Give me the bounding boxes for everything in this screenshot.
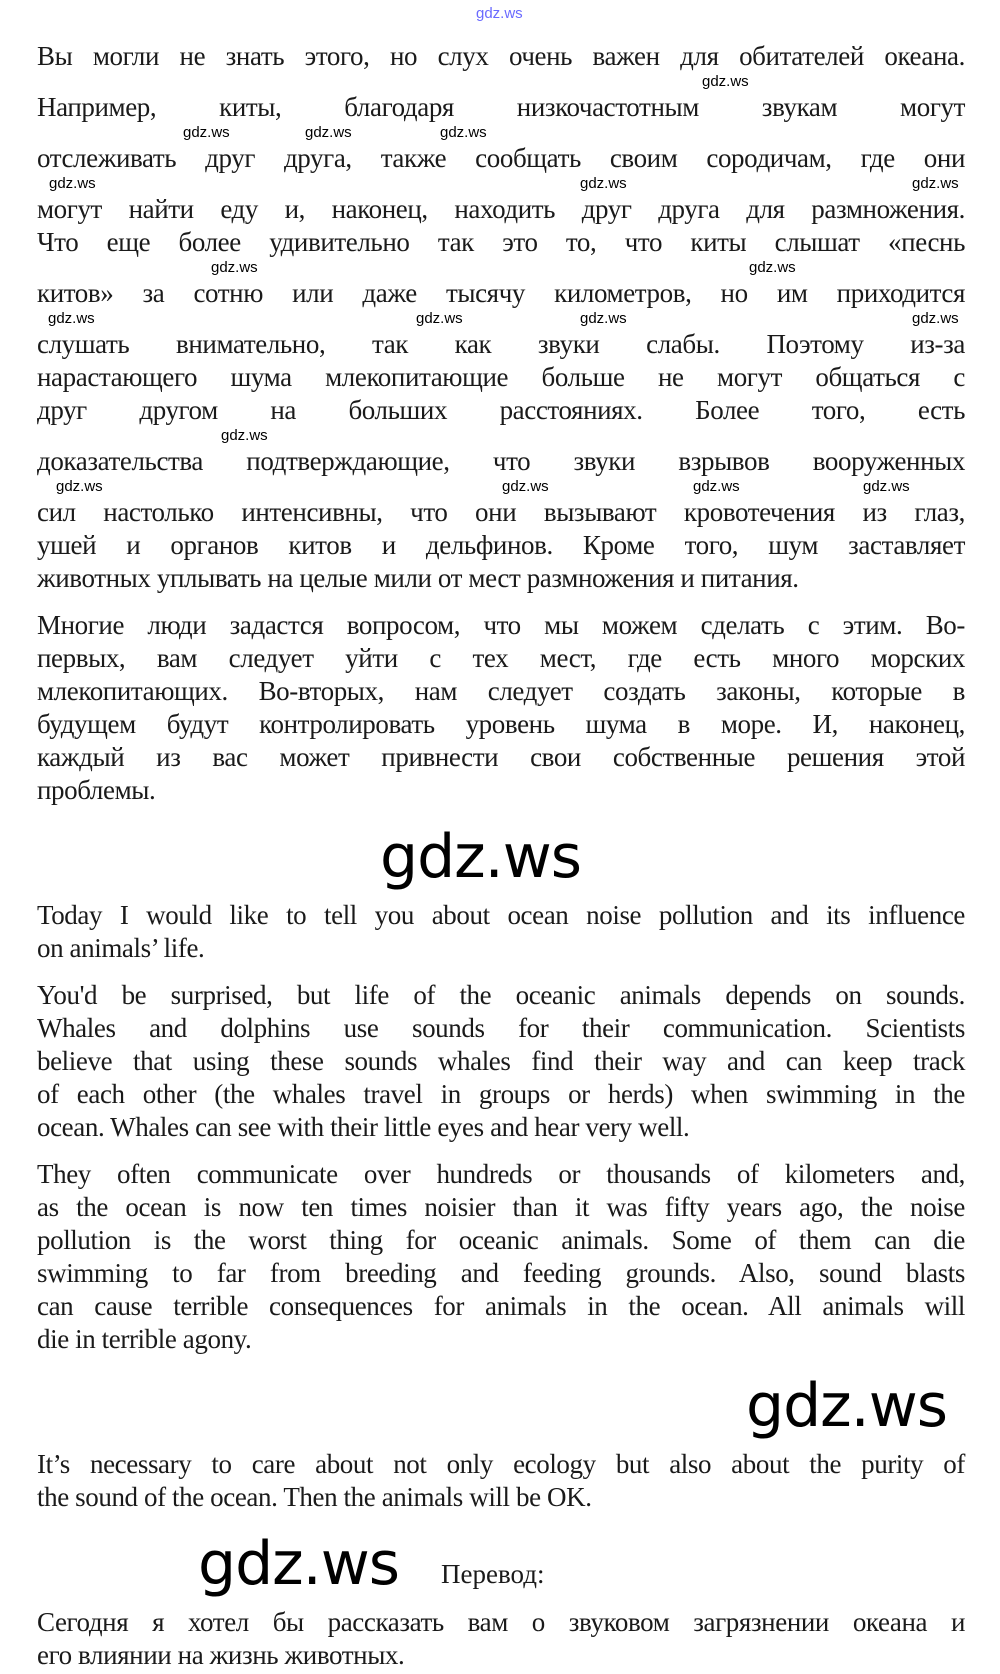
- translation-heading-row: [0, 1528, 1000, 1600]
- watermark-row: [37, 175, 965, 193]
- header-row: [0, 0, 1000, 40]
- text-line: каждый из вас может привнести свои собственные решения этой: [37, 742, 965, 772]
- watermark: gdz.ws: [48, 310, 95, 327]
- text-line: Whales and dolphins use sounds for their communication. Scientists: [37, 1013, 965, 1043]
- russian-paragraph-2: [37, 609, 965, 807]
- text-line: the sound of the ocean. Then the animals will be OK.: [37, 1482, 592, 1512]
- text-line: первых, вам следует уйти с тех мест, где есть много морских: [37, 643, 965, 673]
- watermark: gdz.ws: [580, 175, 627, 192]
- watermark-logo: gdz.ws: [746, 1371, 948, 1441]
- watermark-row: [37, 259, 965, 277]
- text-line: его влиянии на жизнь животных.: [37, 1640, 405, 1670]
- watermark-row: [37, 478, 965, 496]
- text-line: китов» за сотню или даже тысячу километров, но им приходится: [37, 278, 965, 308]
- text-line: друг другом на больших расстояниях. Более того, есть: [37, 395, 965, 425]
- text-line: могут найти еду и, наконец, находить друг друга для размножения.: [37, 194, 965, 224]
- watermark: gdz.ws: [912, 310, 959, 327]
- text-line: Вы могли не знать этого, но слух очень важен для обитателей океана.: [37, 41, 965, 71]
- text-line: as the ocean is now ten times noisier than it was fifty years ago, the noise: [37, 1192, 965, 1222]
- watermark: gdz.ws: [863, 478, 910, 495]
- translation-heading: Перевод:: [441, 1559, 545, 1589]
- text-line: нарастающего шума млекопитающие больше не могут общаться с: [37, 362, 965, 392]
- text-line: животных уплывать на целые мили от мест размножения и питания.: [37, 563, 799, 593]
- watermark-row: [37, 73, 965, 91]
- text-line: Что еще более удивительно так это то, что киты слышат «песнь: [37, 227, 965, 257]
- watermark: gdz.ws: [580, 310, 627, 327]
- translation-paragraph-1: [37, 1606, 965, 1672]
- watermark: gdz.ws: [702, 73, 749, 90]
- text-line: отслеживать друг друга, также сообщать своим сородичам, где они: [37, 143, 965, 173]
- watermark-logo: gdz.ws: [198, 1529, 400, 1599]
- watermark: gdz.ws: [56, 478, 103, 495]
- watermark: gdz.ws: [912, 175, 959, 192]
- watermark: gdz.ws: [440, 124, 487, 141]
- text-line: They often communicate over hundreds or thousands of kilometers and,: [37, 1159, 965, 1189]
- english-paragraph-1: [37, 899, 965, 965]
- watermark-row: [0, 1370, 1000, 1442]
- text-line: будущем будут контролировать уровень шума в море. И, наконец,: [37, 709, 965, 739]
- watermark: gdz.ws: [305, 124, 352, 141]
- text-line: can cause terrible consequences for animals in the ocean. All animals will: [37, 1291, 965, 1321]
- watermark: gdz.ws: [416, 310, 463, 327]
- text-line: сил настолько интенсивны, что они вызывают кровотечения из глаз,: [37, 497, 965, 527]
- english-paragraph-3: [37, 1158, 965, 1356]
- watermark: gdz.ws: [502, 478, 549, 495]
- text-line: die in terrible agony.: [37, 1324, 252, 1354]
- watermark: gdz.ws: [749, 259, 796, 276]
- watermark-logo: gdz.ws: [380, 822, 582, 892]
- text-line: Today I would like to tell you about ocean noise pollution and its influence: [37, 900, 965, 930]
- text-line: Многие люди задастся вопросом, что мы можем сделать с этим. Во-: [37, 610, 965, 640]
- watermark-row: [0, 821, 1000, 893]
- watermark: gdz.ws: [211, 259, 258, 276]
- text-line: доказательства подтверждающие, что звуки взрывов вооруженных: [37, 446, 965, 476]
- watermark-row: [37, 310, 965, 328]
- header-watermark: gdz.ws: [476, 5, 523, 22]
- text-line: on animals’ life.: [37, 933, 205, 963]
- watermark: gdz.ws: [221, 427, 268, 444]
- russian-paragraph-1: [37, 40, 965, 595]
- text-line: pollution is the worst thing for oceanic animals. Some of them can die: [37, 1225, 965, 1255]
- english-paragraph-2: [37, 979, 965, 1144]
- watermark: gdz.ws: [693, 478, 740, 495]
- watermark-row: [37, 427, 965, 445]
- text-line: ocean. Whales can see with their little eyes and hear very well.: [37, 1112, 690, 1142]
- text-line: млекопитающих. Во-вторых, нам следует создать законы, которые в: [37, 676, 965, 706]
- text-line: It’s necessary to care about not only ecology but also about the purity of: [37, 1449, 965, 1479]
- text-line: You'd be surprised, but life of the oceanic animals depends on sounds.: [37, 980, 965, 1010]
- text-line: Например, киты, благодаря низкочастотным звукам могут: [37, 92, 965, 122]
- english-paragraph-4: [37, 1448, 965, 1514]
- text-line: слушать внимательно, так как звуки слабы. Поэтому из-за: [37, 329, 965, 359]
- text-line: ушей и органов китов и дельфинов. Кроме того, шум заставляет: [37, 530, 965, 560]
- text-line: проблемы.: [37, 775, 156, 805]
- text-line: of each other (the whales travel in groups or herds) when swimming in the: [37, 1079, 965, 1109]
- text-line: swimming to far from breeding and feeding grounds. Also, sound blasts: [37, 1258, 965, 1288]
- watermark: gdz.ws: [49, 175, 96, 192]
- watermark: gdz.ws: [183, 124, 230, 141]
- text-line: Сегодня я хотел бы рассказать вам о звуковом загрязнении океана и: [37, 1607, 965, 1637]
- watermark-row: [37, 124, 965, 142]
- text-line: believe that using these sounds whales find their way and can keep track: [37, 1046, 965, 1076]
